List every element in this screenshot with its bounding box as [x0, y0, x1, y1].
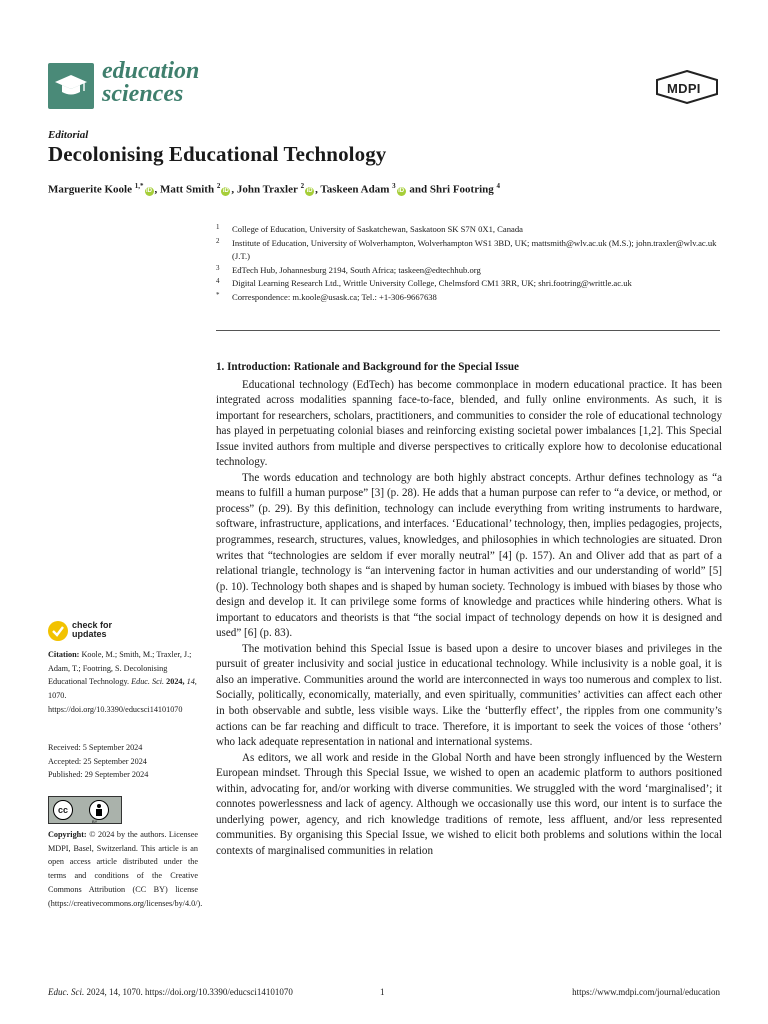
citation-volume: 14,: [186, 677, 197, 687]
dates-block: [48, 741, 198, 782]
graduation-cap-icon: [54, 71, 88, 101]
affiliation-number: 3: [216, 263, 220, 272]
correspondence-text: Correspondence: m.koole@usask.ca; Tel.: +1-306-9667638: [232, 291, 437, 302]
affiliation-number: 4: [216, 277, 220, 286]
received-date: Received: 5 September 2024: [48, 743, 143, 752]
author-name[interactable]: Marguerite Koole: [48, 183, 132, 196]
journal-name: [102, 60, 199, 106]
author-name[interactable]: John Traxler: [236, 183, 298, 196]
check-line2: updates: [72, 629, 107, 639]
article-title: Decolonising Educational Technology: [48, 142, 387, 166]
header-divider: [216, 330, 720, 331]
attribution-icon: [89, 800, 109, 820]
footer-journal: Educ. Sci.: [48, 987, 85, 997]
citation-year: 2024,: [166, 677, 185, 687]
orcid-icon[interactable]: iD: [306, 187, 313, 194]
affiliation-item: [216, 277, 726, 291]
published-date: Published: 29 September 2024: [48, 770, 149, 780]
cc-by-license-icon[interactable]: [48, 796, 122, 824]
affiliation-text: Digital Learning Research Ltd., Writtle University College, Chelmsford CM1 3RR, UK; shri.footring@writtle.ac.uk: [232, 278, 632, 289]
copyright-label: Copyright:: [48, 830, 87, 839]
affiliation-number: 2: [216, 236, 220, 245]
article-body: [216, 360, 722, 860]
check-for-updates-icon: [48, 621, 68, 641]
body-paragraph: The words education and technology are both highly abstract concepts. Arthur defines technology as “a means to fulfill a human purpose” [3] (p. 28). He adds that a human purpose can refer to “a device, or method, or process” (p. 29). By this definition, technology can include everything from writing instruments to hardware, software, infrastructure, applications, and interfaces. ‘Educational’ technology, then, implies pedagogies, projects, programmes, research, structures, values, knowledges, and philosophies in which technologies are situated. Dron writes that “technologies are seldom if ever morally neutral” [4] (p. 157). An and Oliver add that as part of a relational triangle, technology is “an intervening factor in human activities and our understanding of world” [5] (p. 10). Technology both shapes and is shaped by human society. Technology is imbued with biases by those who design and develop it. It can privilege some forms of knowledge and practices while hindering others. What is important to educators and theorists is that “the social impact of technology depends on how it is designed and used” [6] (p. 83).: [216, 471, 722, 640]
author-conjunction: and: [409, 183, 428, 196]
by-label: BY: [92, 819, 98, 824]
citation-doi-link[interactable]: 1070. https://doi.org/10.3390/educsci14101070: [48, 691, 183, 714]
orcid-icon[interactable]: iD: [398, 187, 405, 194]
author-name[interactable]: Matt Smith: [160, 183, 215, 196]
affiliation-number: *: [216, 290, 220, 299]
author-list: Marguerite Koole $^{1,*}$iD , Matt Smith $^2$iD , John Traxler $^2$iD , Taskeen Adam $^3$iD and Shri Footring $^4$: [48, 182, 501, 196]
affiliation-number: 1: [216, 223, 220, 231]
body-paragraph: The motivation behind this Special Issue is based upon a desire to uncover biases and privileges in the pursuit of greater inclusivity and social justice in educational technology. While inclusivity is a noble goal, it is also an imperative. Communities around the world are interconnected in ways too numerous and complex to list. Socially, politically, economically, materially, and even spiritually, communities’ activities can affect each other in both observable and subtle, less visible ways. Like the ‘butterfly effect’, the ripples from one community’s actions can be far reaching and difficult to trace. Therefore, it is important to seek the voices of those ‘others’ who lack adequate representation in national and international systems.: [216, 642, 722, 749]
footer-citation: [48, 987, 293, 997]
copyright-block: [48, 828, 203, 910]
affiliation-text: College of Education, University of Saskatchewan, Saskatoon SK S7N 0X1, Canada: [232, 224, 523, 234]
accepted-date: Accepted: 25 September 2024: [48, 756, 147, 766]
citation-journal: Educ. Sci.: [131, 677, 165, 687]
section-heading: 1. Introduction: Rationale and Background for the Special Issue: [216, 361, 519, 373]
journal-name-line1: education: [102, 58, 200, 84]
citation-block: [48, 648, 198, 717]
check-line1: check for: [72, 620, 113, 630]
author-affil-sup: 1,*: [134, 182, 144, 190]
citation-text: Koole, M.; Smith, M.; Traxler, J.; Adam, T.; Footring, S. Decolonising Educational Technology.: [48, 650, 192, 687]
affiliations: [216, 223, 726, 305]
affiliation-item: [216, 264, 726, 278]
affiliation-text: Institute of Education, University of Wolverhampton, Wolverhampton WS1 3BD, UK; mattsmith@wlv.ac.uk (M.S.); john.traxler@wlv.ac.uk (J.T.): [232, 237, 717, 262]
affiliation-item: [216, 237, 726, 264]
body-paragraph: As editors, we all work and reside in the Global North and have been strongly influenced by the Western European mindset. Through this Special Issue, we wished to open an academic platform to authors positioned within, advocating for, and/or working with diverse communities. We struggled with the word ‘marginalised’; it connotes powerlessness and lack of agency. Although we occasionally use this word, our intent is to surface the underlying power, agency, and rich knowledge traditions of remote, less affluent, and/or less represented communities. By organising this Special Issue, we wished to elicit both problems and solutions within the local contexts of marginalised communities in relation: [216, 751, 722, 857]
author-affil-sup: 2: [216, 182, 221, 190]
page-number: 1: [380, 987, 385, 997]
citation-label: Citation:: [48, 650, 80, 659]
orcid-icon[interactable]: iD: [146, 187, 152, 194]
author-affil-sup: 4: [496, 182, 501, 190]
journal-logo: [48, 63, 94, 109]
copyright-text: © 2024 by the authors. Licensee MDPI, Basel, Switzerland. This article is an open access article distributed under the terms and conditions of the Creative Commons Attribution (CC BY) license (https://creativecommons.org/licenses/by/4.0/).: [48, 830, 203, 908]
author-name[interactable]: Taskeen Adam: [320, 183, 390, 196]
journal-url-link[interactable]: https://www.mdpi.com/journal/education: [572, 987, 720, 997]
journal-name-line2: sciences: [102, 81, 184, 107]
affiliation-text: EdTech Hub, Johannesburg 2194, South Africa; taskeen@edtechhub.org: [232, 264, 481, 275]
check-for-updates-label: [72, 621, 132, 639]
author-name[interactable]: Shri Footring: [429, 183, 494, 196]
cc-icon: cc: [53, 800, 73, 820]
author-affil-sup: 3: [392, 182, 396, 190]
correspondence-item: [216, 291, 726, 305]
orcid-icon[interactable]: iD: [222, 187, 229, 194]
body-paragraph: Educational technology (EdTech) has become commonplace in modern educational practice. It has been integrated across modalities spanning face-to-face, blended, and fully online environments. As such, it is important for researchers, scholars, practitioners, and communities to consider the role of educational technology has played in perpetuating colonial biases and reinforcing existing societal power imbalances [1,2]. This Special Issue invited authors from multiple and diverse perspectives to critically explore how to decolonise educational technology.: [216, 378, 722, 469]
affiliation-item: [216, 223, 726, 237]
publisher-logo-text: MDPI: [667, 81, 701, 96]
article-type: Editorial: [48, 129, 89, 141]
footer-doi[interactable]: 2024, 14, 1070. https://doi.org/10.3390/educsci14101070: [86, 987, 293, 997]
author-affil-sup: 2: [300, 182, 305, 190]
